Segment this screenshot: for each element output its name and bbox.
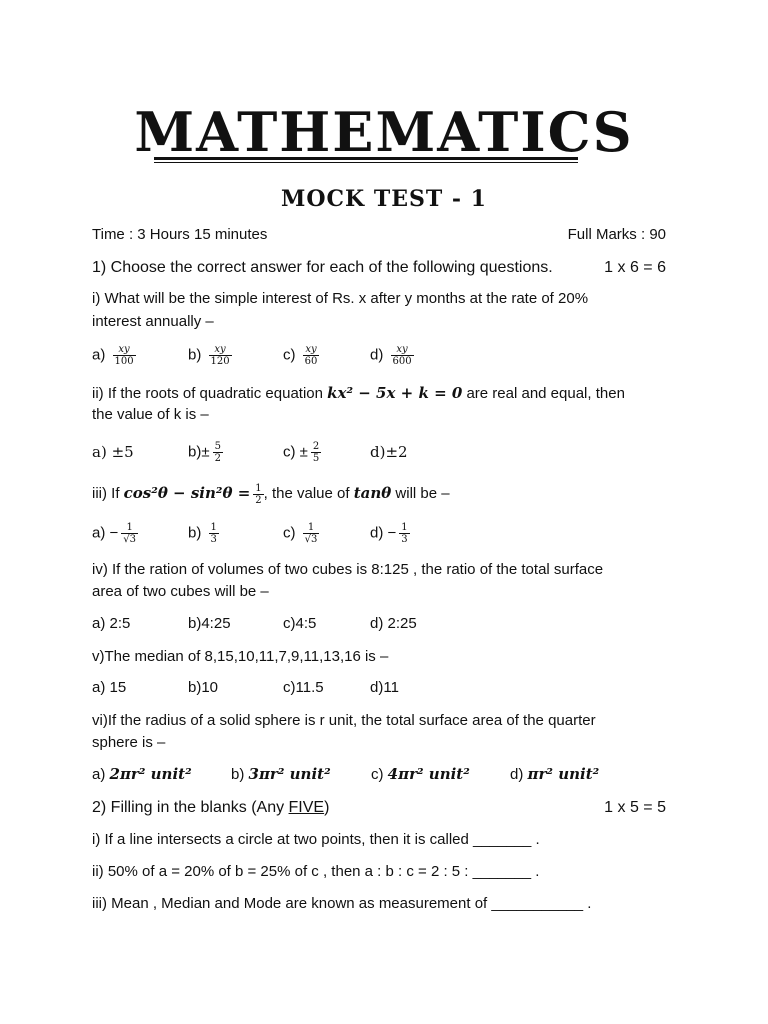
q3-text: iii) If cos²θ − sin²θ = $\frac{1}{2}$ , the value of tanθ will be – xyxy=(92,482,450,506)
blank-item-3: iii) Mean , Median and Mode are known as measurement of ___________ . xyxy=(92,895,592,912)
q2-equation: kx² − 5x + k = 0 xyxy=(327,384,463,402)
title-underline xyxy=(154,157,578,160)
q4-option-b: b)4:25 xyxy=(188,615,231,632)
section2-number: 2) xyxy=(92,799,111,816)
page-subtitle: MOCK TEST - 1 xyxy=(281,186,487,212)
time-value: 3 Hours 15 minutes xyxy=(137,226,268,243)
section1-heading xyxy=(92,257,666,279)
q5-option-d: d)11 xyxy=(370,679,399,696)
q1-text-line2: interest annually – xyxy=(92,313,214,330)
q6-text-line2: sphere is – xyxy=(92,734,166,751)
q2-text-line1: ii) If the roots of quadratic equation kx² − 5x + k = 0 are real and equal, then xyxy=(92,384,625,402)
q6-text-line1: vi)If the radius of a solid sphere is r unit, the total surface area of the quarter xyxy=(92,712,596,729)
q3-option-b: b) $\frac{1}{3}$ xyxy=(188,522,217,545)
q2-option-a: a) ±5 xyxy=(92,443,134,461)
q4-text-line1: iv) If the ration of volumes of two cubes is 8:125 , the ratio of the total surface xyxy=(92,561,604,578)
blank-item-2: ii) 50% of a = 20% of b = 25% of c , then a : b : c = 2 : 5 : _______ . xyxy=(92,863,540,880)
q1-option-d: d) $\frac{xy}{600}$ xyxy=(370,344,412,367)
q1-option-a: a) $\frac{xy}{100}$ xyxy=(92,344,134,367)
q2-text-line2: the value of k is – xyxy=(92,406,209,423)
q5-option-a: a) 15 xyxy=(92,679,127,696)
q3-option-c: c) $\frac{1}{√3}$ xyxy=(283,522,318,545)
q4-option-c: c)4:5 xyxy=(283,615,317,632)
section1-marks: 1 x 6 = 6 xyxy=(604,259,666,276)
q6-option-d: d) πr² unit² xyxy=(510,765,600,783)
section1-title: Choose the correct answer for each of the following questions. xyxy=(110,259,553,276)
q3-option-d: d) − $\frac{1}{3}$ xyxy=(370,522,408,545)
q5-option-c: c)11.5 xyxy=(283,679,324,696)
q1-text-line1: i) What will be the simple interest of Rs. x after y months at the rate of 20% xyxy=(92,290,589,307)
q2-option-b: b)± $\frac{5}{2}$ xyxy=(188,441,221,464)
q4-option-a: a) 2:5 xyxy=(92,615,131,632)
marks-label: Full Marks : xyxy=(567,226,650,243)
section2-heading: 2) Filling in the blanks (Any FIVE) xyxy=(92,799,330,816)
q4-option-d: d) 2:25 xyxy=(370,615,417,632)
q1-option-c: c) $\frac{xy}{60}$ xyxy=(283,344,318,367)
q6-option-b: b) 3πr² unit² xyxy=(231,765,331,783)
q5-text: v)The median of 8,15,10,11,7,9,11,13,16 is – xyxy=(92,648,389,665)
full-marks xyxy=(568,224,666,246)
q2-option-d: d)±2 xyxy=(370,443,408,461)
blank-item-1: i) If a line intersects a circle at two points, then it is called _______ . xyxy=(92,831,540,848)
page-title: MATHEMATICS xyxy=(134,100,634,164)
marks-value: 90 xyxy=(649,226,666,243)
q3-equation: cos²θ − sin²θ = xyxy=(123,484,251,502)
q6-option-a: a) 2πr² unit² xyxy=(92,765,192,783)
time-label: Time : xyxy=(92,226,138,243)
section2-marks: 1 x 5 = 5 xyxy=(604,799,666,816)
title-underline-thin xyxy=(154,162,578,163)
q1-option-b: b) $\frac{xy}{120}$ xyxy=(188,344,230,367)
q3-option-a: a) − $\frac{1}{√3}$ xyxy=(92,522,136,545)
q6-option-c: c) 4πr² unit² xyxy=(371,765,470,783)
section1-number: 1) xyxy=(92,259,111,276)
q4-text-line2: area of two cubes will be – xyxy=(92,583,269,600)
q5-option-b: b)10 xyxy=(188,679,219,696)
q2-option-c: c) ± $\frac{2}{5}$ xyxy=(283,441,320,464)
